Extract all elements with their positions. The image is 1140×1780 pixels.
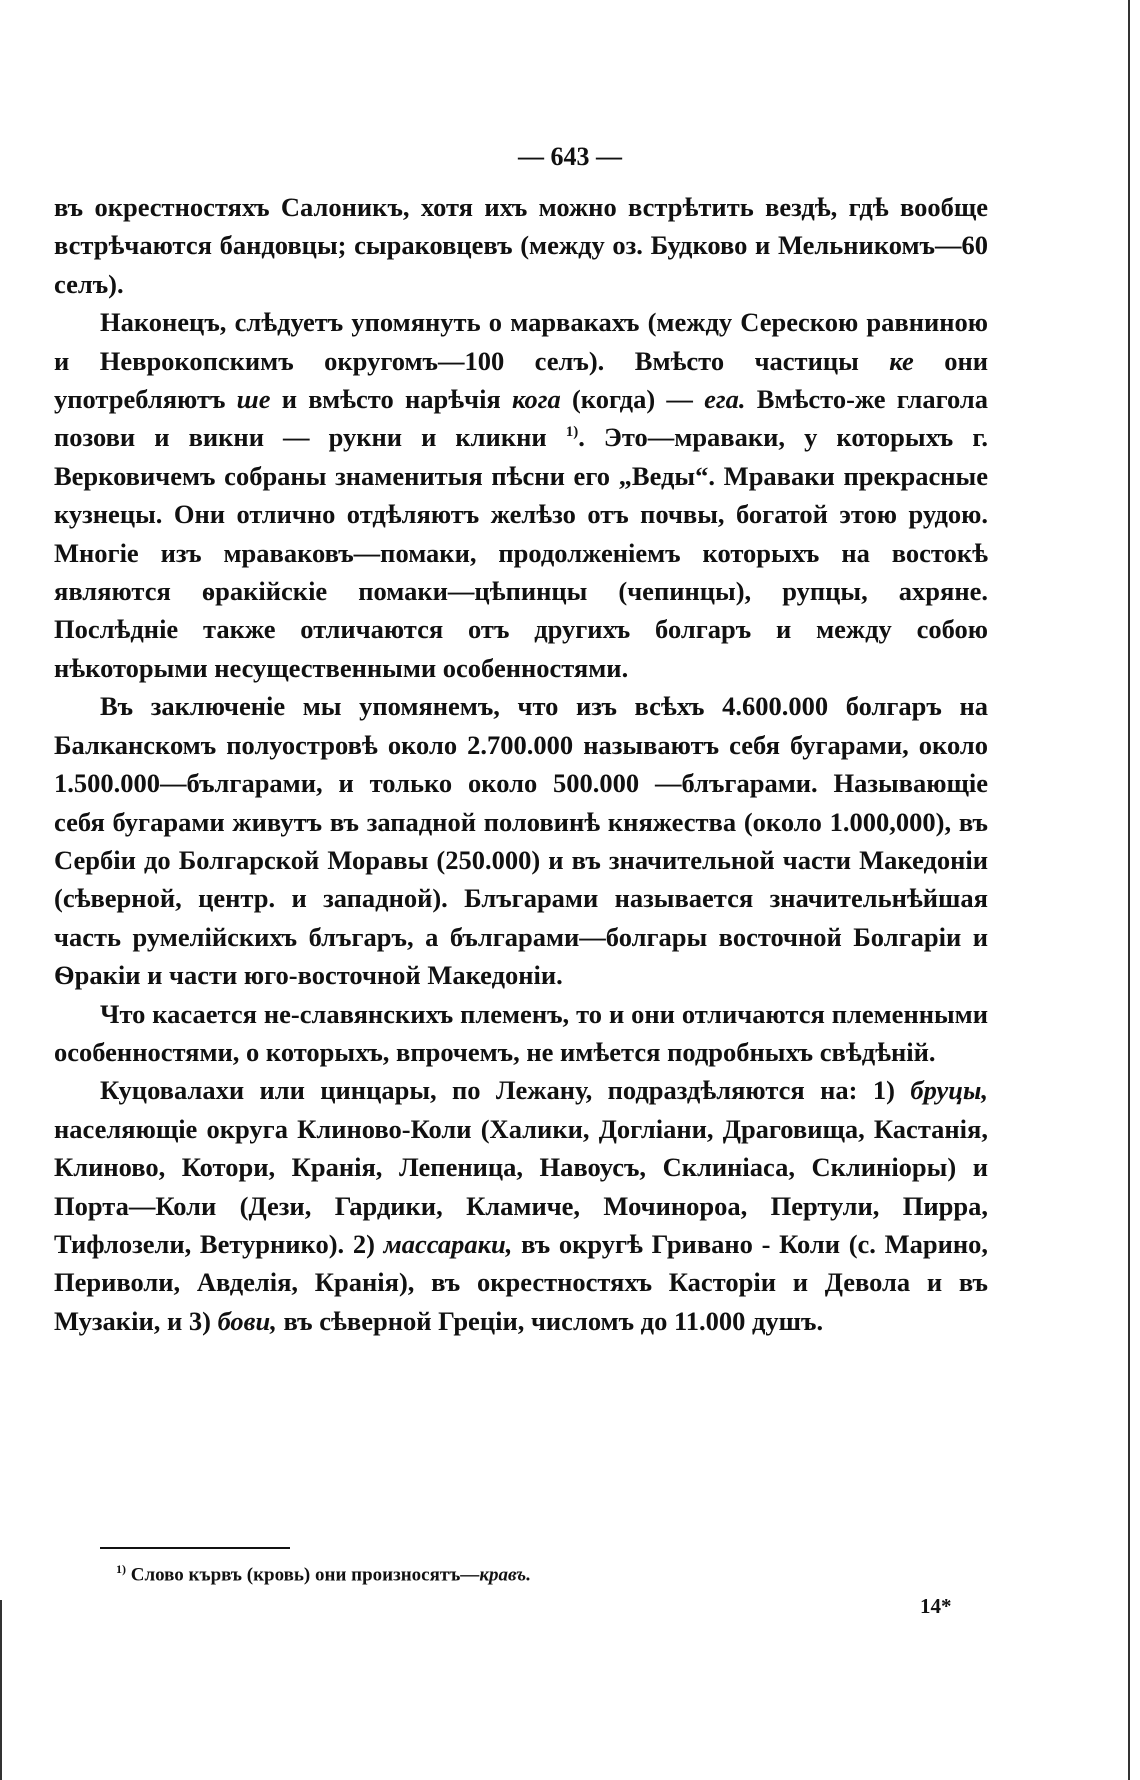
left-margin-rule [0, 1600, 2, 1780]
footnote-reference[interactable]: 1) [565, 424, 579, 441]
paragraph-5 [54, 1071, 988, 1340]
paragraph-4: Что касается не-славянскихъ племенъ, то и они отличаются племенными особенностями, о которыхъ, впрочемъ, не имѣется подробныхъ свѣдѣній. [54, 998, 988, 1067]
right-margin-rule [1128, 0, 1130, 1780]
footnote-text: Слово кървъ (кровь) они произносятъ— [126, 1564, 480, 1586]
footnote-marker: 1) [116, 1562, 126, 1576]
text-run: (когда) — [560, 384, 705, 415]
text-run: . Это—мраваки, у которыхъ г. Верковичемъ собраны знаменитыя пѣсни его „Веды“. Мраваки прекрасные кузнецы. Они отлично отдѣляютъ желѣзо отъ почвы, богатой этою рудою. Многіе изъ мраваковъ—помаки, продолженіемъ которыхъ на востокѣ являются ѳракійскіе помаки—цѣпинцы (чепинцы), рупцы, ахряне. Послѣдніе также отличаются отъ другихъ болгаръ и между собою нѣкоторыми несущественными особенностями. [54, 422, 988, 683]
text-run: Вмѣсто-же глагола позови и викни — рукни и кликни [54, 384, 988, 453]
italic-term: ше [236, 384, 271, 415]
signature-mark: 14* [920, 1594, 952, 1618]
footnote [116, 1562, 531, 1586]
text-run: въ сѣверной Греціи, числомъ до 11.000 душъ. [276, 1305, 824, 1336]
paragraph-2 [54, 303, 988, 687]
italic-term: ега. [704, 384, 746, 415]
italic-term: кога [512, 384, 561, 415]
paragraph-3: Въ заключеніе мы упомянемъ, что изъ всѣхъ 4.600.000 болгаръ на Балканскомъ полуостровѣ около 2.700.000 называютъ себя бугарами, около 1.500.000—българами, и только около 500.000 —блъгарами. Называющіе себя бугарами живутъ въ западной половинѣ княжества (около 1.000,000), въ Сербіи до Болгарской Моравы (250.000) и въ значительной части Македоніи (сѣверной, центр. и западной). Блъгарами называется значительнѣйшая часть румелійскихъ блъгаръ, а българами—болгары восточной Болгаріи и Ѳракіи и части юго-восточной Македоніи. [54, 691, 988, 991]
italic-term: бруцы, [910, 1075, 988, 1106]
text-run: и вмѣсто нарѣчія [270, 384, 513, 415]
body-text [54, 188, 988, 1340]
page-number: — 643 — [518, 142, 622, 171]
italic-term: ке [889, 345, 914, 376]
text-run: они употребляютъ [54, 345, 988, 415]
footnote-divider [100, 1547, 290, 1549]
italic-term: массараки, [383, 1228, 513, 1259]
footnote-italic: кравъ. [479, 1564, 531, 1586]
italic-term: бови, [217, 1305, 277, 1336]
text-run: населяющіе округа Клиново-Коли (Халики, Догліани, Драговища, Кастанія, Клиново, Котори, Кранія, Лепеница, Навоусъ, Склиніаса, Склиніоры) и Порта—Коли (Дези, Гардики, Кламиче, Мочинороа, Пертули, Пирра, Тифлозели, Ветурнико). 2) [54, 1113, 988, 1259]
text-run: въ округѣ Гривано - Коли (с. Марино, Периволи, Авделія, Кранія), въ окрестностяхъ Касторіи и Девола и въ Музакіи, и 3) [54, 1228, 988, 1336]
paragraph-1: въ окрестностяхъ Салоникъ, хотя ихъ можно встрѣтить вездѣ, гдѣ вообще встрѣчаются бандовцы; сыраковцевъ (между оз. Будково и Мельникомъ—60 селъ). [54, 192, 988, 299]
text-run: Наконецъ, слѣдуетъ упомянуть о марвакахъ (между Сереcкою равниною и Неврокопскимъ округомъ—100 селъ). Вмѣсто частицы [54, 307, 988, 376]
text-run: Куцовалахи или цинцары, по Лежану, подраздѣляются на: 1) [100, 1075, 911, 1106]
